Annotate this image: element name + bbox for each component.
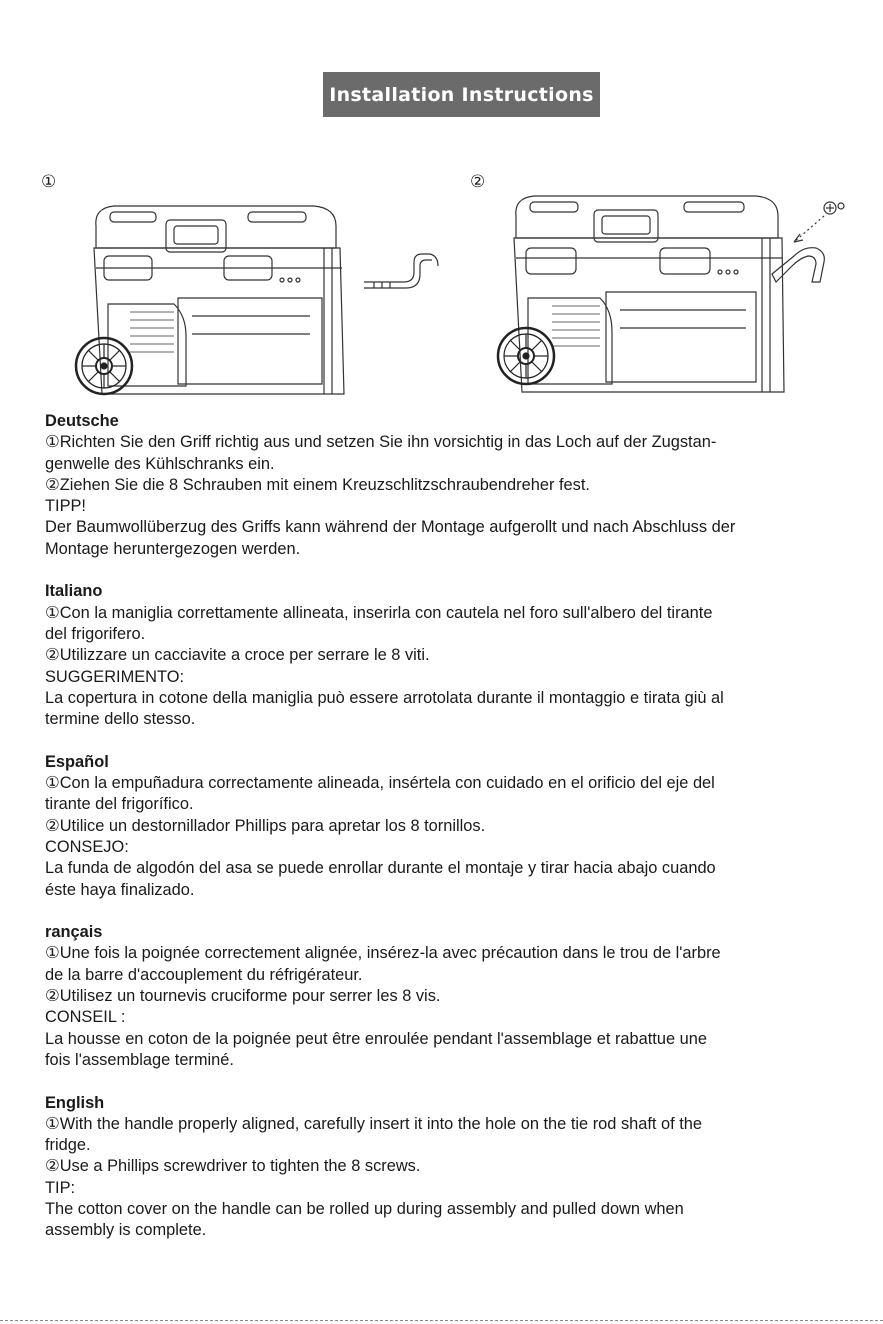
text-line: ②Utilisez un tournevis cruciforme pour serrer les 8 vis. [45,987,441,1006]
text-line: ①Une fois la poignée correctement alignée, insérez-la avec précaution dans le trou de l'arbre [45,944,721,963]
cooler-illustration-step-2 [494,186,854,401]
text-line: de la barre d'accouplement du réfrigérateur. [45,965,363,984]
installed-handle [772,248,824,282]
step-2-number: ② [470,172,486,192]
section-heading: English [45,1093,105,1112]
section-espanol [45,752,845,901]
section-english [45,1093,845,1242]
text-line: fridge. [45,1136,91,1155]
section-heading: Italiano [45,582,103,601]
section-heading: Deutsche [45,412,119,430]
text-line: La copertura in cotone della maniglia può essere arrotolata durante il montaggio e tirata giù al [45,688,724,707]
text-line: tirante del frigorífico. [45,795,194,814]
carry-handle [166,220,226,252]
text-line: ②Use a Phillips screwdriver to tighten the 8 screws. [45,1157,421,1176]
text-line: ②Utilice un destornillador Phillips para apretar los 8 tornillos. [45,816,486,835]
text-line: TIP: [45,1178,76,1197]
step-1-number: ① [41,172,57,192]
page-title: Installation Instructions [323,72,600,117]
text-line: ②Ziehen Sie die 8 Schrauben mit einem Kreuzschlitzschraubendreher fest. [45,475,590,494]
section-italiano [45,581,845,730]
text-line: CONSEIL : [45,1008,126,1027]
wheel-icon [498,328,554,384]
text-line: TIPP! [45,497,86,516]
page-bottom-rule [0,1320,883,1321]
text-line: La funda de algodón del asa se puede enrollar durante el montaje y tirar hacia abajo cuando [45,859,716,878]
text-line: éste haya finalizado. [45,880,195,899]
text-line: assembly is complete. [45,1221,207,1240]
text-line: ①Con la maniglia correttamente allineata, inserirla con cautela nel foro sull'albero del tirante [45,603,713,622]
detached-handle [364,254,438,288]
text-line: Der Baumwollüberzug des Griffs kann während der Montage aufgerollt und nach Abschluss der [45,518,736,537]
text-line: del frigorifero. [45,624,146,643]
cooler-body [514,238,784,392]
text-line: The cotton cover on the handle can be rolled up during assembly and pulled down when [45,1199,684,1218]
text-line: SUGGERIMENTO: [45,667,185,686]
text-line: ①Richten Sie den Griff richtig aus und setzen Sie ihn vorsichtig in das Loch auf der Zugstan- [45,433,717,452]
section-heading: rançais [45,923,103,942]
section-francais [45,922,845,1071]
text-line: ②Utilizzare un cacciavite a croce per serrare le 8 viti. [45,646,430,665]
text-line: CONSEJO: [45,837,129,856]
text-line: Montage heruntergezogen werden. [45,539,301,558]
section-deutsche [45,411,845,560]
instructions-text [45,411,845,1263]
text-line: genwelle des Kühlschranks ein. [45,454,275,473]
text-line: ①Con la empuñadura correctamente alineada, insértela con cuidado en el orificio del eje del [45,774,715,793]
text-line: fois l'assemblage terminé. [45,1050,234,1069]
text-line: ①With the handle properly aligned, carefully insert it into the hole on the tie rod shaft of the [45,1114,703,1133]
text-line: La housse en coton de la poignée peut être enroulée pendant l'assemblage et rabattue une [45,1029,707,1048]
cooler-illustration-step-1 [74,186,454,401]
wheel-icon [76,338,132,394]
screw-icon [794,202,844,242]
carry-handle [594,210,658,242]
section-heading: Español [45,752,109,771]
text-line: termine dello stesso. [45,710,196,729]
